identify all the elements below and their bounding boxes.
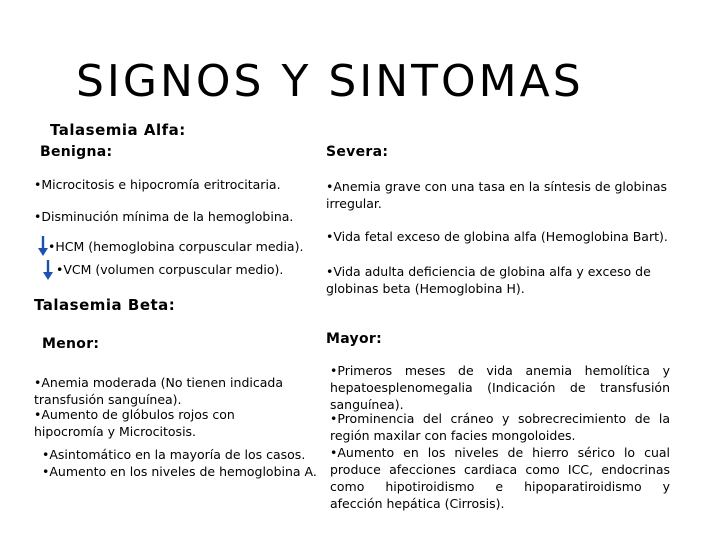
- mayor-item: •Primeros meses de vida anemia hemolítica y hepatoesplenomegalia (Indicación de transfusión sanguínea).: [330, 363, 670, 412]
- mayor-item: •Aumento en los niveles de hierro sérico lo cual produce afecciones cardiaca como ICC, endocrinas como hipotiroidismo e hipoparatiroidismo y afección hepática (Cirrosis).: [330, 445, 670, 511]
- severa-item: •Anemia grave con una tasa en la síntesis de globinas irregular.: [326, 179, 668, 211]
- down-arrow-icon: [38, 236, 48, 256]
- menor-item: •Asintomático en la mayoría de los casos.: [42, 447, 306, 462]
- talasemia-alfa-heading: Talasemia Alfa:: [50, 121, 186, 139]
- severa-item: •Vida adulta deficiencia de globina alfa y exceso de globinas beta (Hemoglobina H).: [326, 264, 651, 296]
- benigna-item: •Microcitosis e hipocromía eritrocitaria.: [34, 177, 281, 192]
- benigna-item-vcm: •VCM (volumen corpuscular medio).: [56, 262, 284, 277]
- menor-item: •Anemia moderada (No tienen indicada transfusión sanguínea).: [34, 375, 283, 407]
- severa-label: Severa:: [326, 144, 389, 160]
- mayor-label: Mayor:: [326, 331, 382, 347]
- talasemia-beta-heading: Talasemia Beta:: [34, 296, 176, 314]
- benigna-item-hcm: •HCM (hemoglobina corpuscular media).: [48, 239, 304, 254]
- menor-item: •Aumento de glóbulos rojos con hipocromía y Microcitosis.: [34, 407, 235, 439]
- page-title: SIGNOS Y SINTOMAS: [76, 56, 584, 107]
- down-arrow-icon: [43, 260, 53, 280]
- menor-label: Menor:: [42, 336, 100, 352]
- benigna-item: •Disminución mínima de la hemoglobina.: [34, 209, 294, 224]
- benigna-label: Benigna:: [40, 144, 113, 160]
- mayor-item: •Prominencia del cráneo y sobrecrecimiento de la región maxilar con facies mongoloides.: [330, 411, 670, 443]
- severa-item: •Vida fetal exceso de globina alfa (Hemoglobina Bart).: [326, 229, 668, 244]
- menor-item: •Aumento en los niveles de hemoglobina A.: [42, 464, 317, 479]
